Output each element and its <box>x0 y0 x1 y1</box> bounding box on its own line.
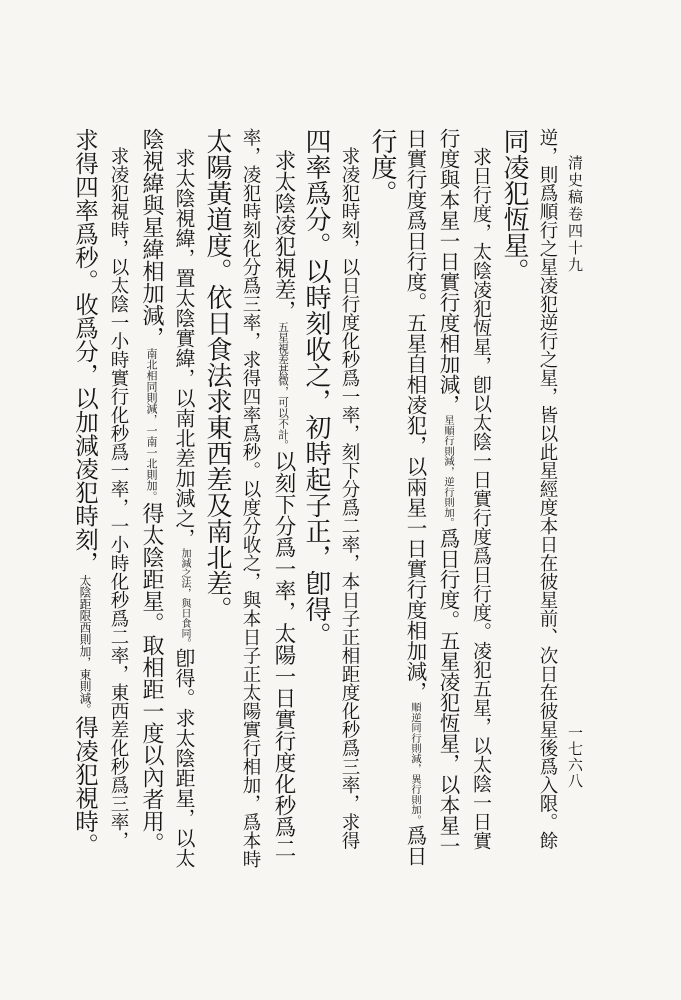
text-run: 爲日行度。五星凌犯恆星，以本星一 <box>436 527 460 856</box>
text-run: 率，凌犯時刻化分爲三率，求得四率爲秒。以度分收之，與本日子正太陽實行相加，爲本時 <box>240 128 261 868</box>
text-column-10 <box>235 128 265 868</box>
small-note: 南北相同則減，一南一北則加。 <box>145 348 158 502</box>
text-run: 行度。 <box>367 128 397 206</box>
text-column-4 <box>433 128 463 856</box>
text-run: 日實行度爲日行度。五星自相凌犯，以兩星一日實行度相加減， <box>403 128 427 702</box>
text-column-7 <box>334 128 364 850</box>
text-run: 得太陰距星。取相距一度以內者用。 <box>139 502 164 854</box>
text-column-3 <box>466 128 496 850</box>
text-column-6 <box>367 128 397 206</box>
text-run: 爲日 <box>403 825 427 866</box>
text-column-15 <box>70 128 100 857</box>
text-run: 同凌犯恆星。 <box>499 128 529 284</box>
text-run: 求凌犯時刻，以日行度化秒爲一率，刻下分爲二率，本日子正相距度化秒爲三率，求得 <box>339 128 360 850</box>
text-run: 求得四率爲秒。收爲分，以加減凌犯時刻， <box>71 128 99 575</box>
text-run: 陰視緯與星緯相加減， <box>139 128 164 348</box>
text-column-1 <box>532 128 562 850</box>
small-note: 五星視差甚微，可以不計。 <box>277 321 290 451</box>
text-run: 逆，則爲順行之星凌犯逆行之星，皆以此星經度本日在彼星前、次日在彼星後爲入限。餘 <box>537 128 558 850</box>
small-note: 星順行則減，逆行則加。 <box>442 415 454 528</box>
text-run: 求太陰凌犯視差， <box>271 128 296 322</box>
text-run: 以刻下分爲一率，太陽一日實行度化秒爲二 <box>271 450 296 859</box>
text-run: 得凌犯視時。 <box>71 715 99 857</box>
text-run: 卽得。求太陰距星，以太 <box>172 648 196 868</box>
text-column-5 <box>400 128 430 866</box>
small-note: 順逆同行則減，異行則加。 <box>409 702 421 825</box>
text-column-9 <box>268 128 298 859</box>
text-column-11 <box>202 128 232 622</box>
text-column-12 <box>169 128 199 868</box>
text-column-14 <box>103 128 133 850</box>
text-run: 求凌犯視時，以太陰一小時實行化秒爲一率，一小時化秒爲二率，東西差化秒爲三率， <box>108 128 129 850</box>
small-note: 加減之法，與日食同。 <box>179 548 190 648</box>
running-title: 清史稿卷四十九 <box>566 155 584 274</box>
text-column-13 <box>136 128 166 854</box>
small-note: 太陰距限西則加，東則減。 <box>78 574 92 716</box>
text-run: 行度與本星一日實行度相加減， <box>436 128 460 415</box>
text-column-2 <box>499 128 529 284</box>
text-column-8 <box>301 128 331 648</box>
text-run: 求日行度，太陰凌犯恆星，卽以太陰一日實行度爲日行度。凌犯五星，以太陰一日實 <box>470 128 492 850</box>
page-number: 一七六八 <box>566 725 584 789</box>
text-run: 太陽黃道度。依日食法求東西差及南北差。 <box>202 128 232 622</box>
text-run: 求太陰視緯，置太陰實緯，以南北差加減之， <box>172 128 196 548</box>
text-run: 四率爲分。以時刻收之，初時起子正，卽得。 <box>301 128 331 648</box>
